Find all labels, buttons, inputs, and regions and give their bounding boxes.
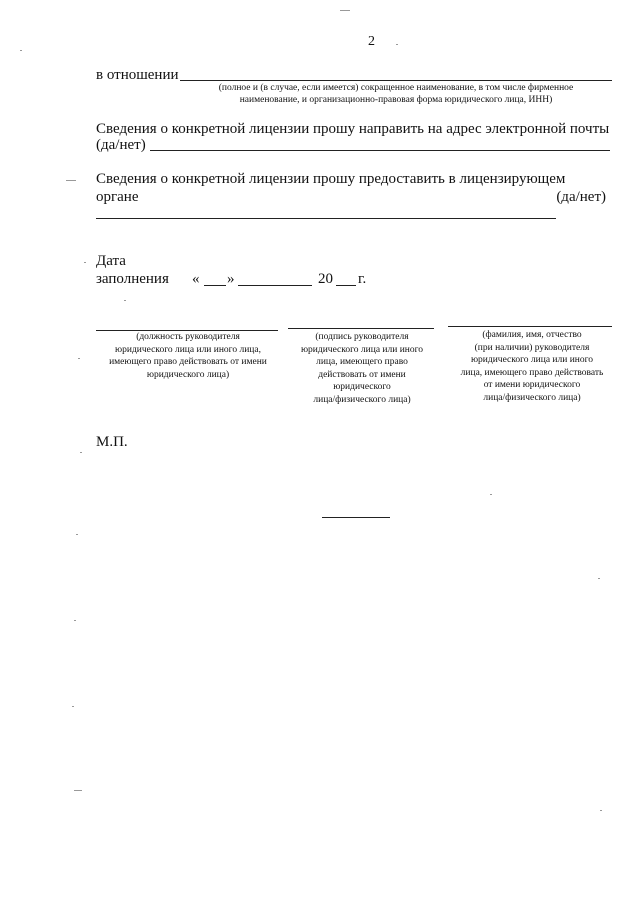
date-month-input-line[interactable] [238, 285, 312, 286]
date-year-suffix: г. [358, 271, 367, 287]
page-number: 2 [368, 34, 375, 49]
scan-speck [396, 44, 398, 45]
email-request-yesno-label: (да/нет) [96, 137, 146, 153]
full-name-caption-line: лица, имеющего право действовать [460, 367, 604, 378]
signature-caption-line: действовать от имени [318, 369, 406, 380]
date-year-input-line[interactable] [336, 285, 356, 286]
position-caption [90, 331, 286, 381]
scan-speck [598, 578, 600, 579]
office-request-yesno-label: (да/нет) [556, 189, 606, 205]
scan-speck [490, 494, 492, 495]
full-name-caption [444, 329, 620, 404]
signature-caption-line: лица/физического лица) [313, 394, 411, 405]
regarding-note-line2: наименование, и организационно-правовая форма юридического лица, ИНН) [239, 95, 553, 105]
date-day-close-quote: » [227, 271, 235, 287]
full-name-caption-line: лица/физического лица) [483, 392, 581, 403]
scan-speck [66, 180, 76, 181]
signature-caption [284, 331, 440, 406]
signature-caption-line: юридического [333, 382, 391, 392]
date-day-input-line[interactable] [204, 285, 226, 286]
scan-speck [74, 790, 82, 791]
signature-caption-line: лица, имеющего право [316, 357, 408, 367]
full-name-caption-line: (при наличии) руководителя [474, 342, 590, 353]
scan-speck [124, 300, 126, 301]
scan-speck [84, 262, 86, 263]
signature-line[interactable] [288, 328, 434, 329]
date-year-prefix: 20 [318, 271, 333, 287]
regarding-label: в отношении [96, 67, 179, 83]
date-day-open-quote: « [192, 271, 200, 287]
scan-speck [600, 810, 602, 811]
position-caption-line: юридического лица) [146, 369, 230, 380]
full-name-caption-line: от имени юридического [483, 380, 581, 390]
date-label-line1: Дата [96, 253, 126, 269]
email-request-text: Сведения о конкретной лицензии прошу направить на адрес электронной почты [96, 121, 610, 137]
scan-speck [78, 358, 80, 359]
stamp-place-label: М.П. [96, 434, 128, 450]
full-name-caption-line: юридического лица или иного [470, 355, 594, 365]
office-request-organ-label: органе [96, 189, 139, 205]
regarding-input-line[interactable] [180, 80, 612, 81]
signature-caption-line: (подпись руководителя [315, 332, 409, 342]
scan-speck [74, 620, 76, 621]
scan-speck [340, 10, 350, 11]
scan-speck [72, 706, 74, 707]
email-request-input-line[interactable] [150, 150, 610, 151]
date-label-line2: заполнения [96, 271, 169, 287]
end-rule [322, 517, 390, 518]
office-request-input-line[interactable] [96, 218, 556, 219]
position-caption-line: имеющего право действовать от имени [109, 357, 267, 367]
scan-speck [20, 50, 22, 51]
full-name-caption-line: (фамилия, имя, отчество [482, 330, 582, 340]
scan-speck [76, 534, 78, 535]
full-name-line[interactable] [448, 326, 612, 327]
scan-speck [80, 452, 82, 453]
signature-caption-line: юридического лица или иного [300, 344, 424, 355]
office-request-text: Сведения о конкретной лицензии прошу предоставить в лицензирующем [96, 171, 566, 187]
position-caption-line: юридического лица или иного лица, [115, 344, 261, 355]
position-caption-line: (должность руководителя [136, 332, 240, 342]
regarding-note-line1: (полное и (в случае, если имеется) сокращенное наименование, в том числе фирменное [218, 83, 574, 93]
